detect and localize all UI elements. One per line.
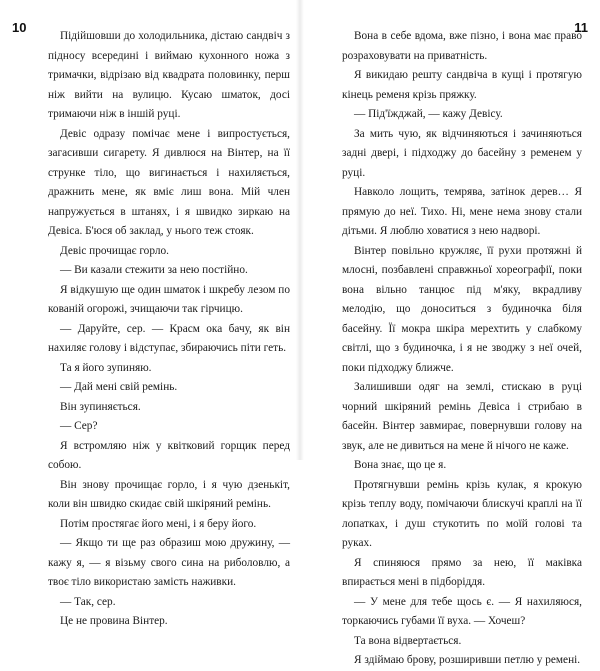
left-page-text bbox=[48, 27, 290, 632]
left-page bbox=[0, 0, 300, 627]
paragraph: Він зупиняється. bbox=[60, 400, 141, 413]
paragraph: Девіс прочищає горло. bbox=[60, 244, 169, 257]
paragraph: — Під'їжджай, — кажу Девісу. bbox=[354, 108, 503, 120]
paragraph: Вона в себе вдома, вже пізно, і вона має право розраховувати на приватність. bbox=[342, 30, 582, 62]
paragraph: Навколо лощить, темрява, затінок дерев… Я прямую до неї. Тихо. Ні, мене нема знову стали дітьми. Я люблю ховатися з нею надворі. bbox=[342, 186, 582, 237]
paragraph: Залишивши одяг на землі, стискаю в руці чорний шкіряний ремінь Девіса і стрибаю в басейн. Вінтер завмирає, повернувши голову на звук, але не дивиться на мене й нічого не каже. bbox=[342, 381, 582, 452]
right-page bbox=[300, 0, 600, 666]
paragraph: Потім простягає його мені, і я беру його. bbox=[60, 517, 257, 530]
right-page-number: 11 bbox=[574, 20, 588, 35]
paragraph: Девіс одразу помічає мене і випростується, загасивши сигарету. Я дивлюся на Вінтер, на її струнке тіло, що вигинається і нахиляється, дражнить мене, як вміє лиш вона. Мій член напружується в штанях, і я швидко зиркаю на Девіса. Б'юся об заклад, у нього теж стояк. bbox=[48, 127, 290, 237]
paragraph: — Дай мені свій ремінь. bbox=[60, 381, 178, 393]
paragraph: Він знову прочищає горло, і я чую дзенькіт, коли він швидко скидає свій шкіряний ремінь. bbox=[48, 478, 290, 510]
paragraph: — Сер? bbox=[60, 420, 98, 432]
paragraph: Підійшовши до холодильника, дістаю сандвіч з підносу всередині і виймаю кухонного ножа з тримачки, відрізаю від квадрата половинку, перш ніж вийти на вулицю. Кусаю шматок, досі тримаючи ніж в іншій руці. bbox=[48, 30, 290, 120]
paragraph: Я здіймаю брову, розширивши петлю у ремені. bbox=[354, 654, 581, 666]
paragraph: Це не провина Вінтер. bbox=[60, 615, 168, 627]
paragraph: Я встромляю ніж у квітковий горщик перед собою. bbox=[48, 439, 290, 471]
paragraph: — Так, сер. bbox=[60, 595, 116, 608]
left-page-number: 10 bbox=[12, 20, 27, 35]
right-page-text bbox=[342, 27, 582, 671]
paragraph: Вона знає, що це я. bbox=[354, 459, 447, 471]
paragraph: — Якщо ти ще раз образиш мою дружину, — кажу я, — я візьму свого сина на риболовлю, а твоє тіло використаю замість наживки. bbox=[48, 537, 290, 588]
paragraph: Та вона відвертається. bbox=[354, 634, 462, 647]
paragraph: — Даруйте, сер. — Красм ока бачу, як він нахиляє голову і відступає, збираючись піти геть. bbox=[48, 322, 290, 354]
paragraph: Та я його зупиняю. bbox=[60, 361, 152, 374]
paragraph: — У мене для тебе щось є. — Я нахиляюся, торкаючись губами її вуха. — Хочеш? bbox=[342, 595, 582, 627]
paragraph: — Ви казали стежити за нею постійно. bbox=[60, 264, 248, 276]
paragraph: Протягнувши ремінь крізь кулак, я крокую крізь теплу воду, помічаючи блискучі краплі на її лопатках, і душ стукотить по моїй голові та руках. bbox=[342, 478, 582, 549]
paragraph: Я спиняюся прямо за нею, її маківка впирається мені в підборіддя. bbox=[342, 556, 582, 588]
paragraph: Я відкушую ще один шматок і шкребу лезом по кованій огорожі, зчищаючи так гірчицю. bbox=[48, 283, 290, 315]
paragraph: Я викидаю решту сандвіча в кущі і протягую кінець ременя крізь пряжку. bbox=[342, 69, 582, 101]
paragraph: Вінтер повільно кружляє, її рухи протяжні й млосні, позбавлені справжньої хореографії, поки вона вільно танцює під м'яку, вкрадливу мелодію, що доноситься з будиночка біля басейну. Її мокра шкіра мерехтить у слабкому світлі, що з будиночка, і я не зводжу з неї очей, поки підходжу ближче. bbox=[342, 244, 582, 374]
paragraph: За мить чую, як відчиняються і зачиняються задні двері, і підходжу до басейну з ременем у руці. bbox=[342, 127, 582, 179]
